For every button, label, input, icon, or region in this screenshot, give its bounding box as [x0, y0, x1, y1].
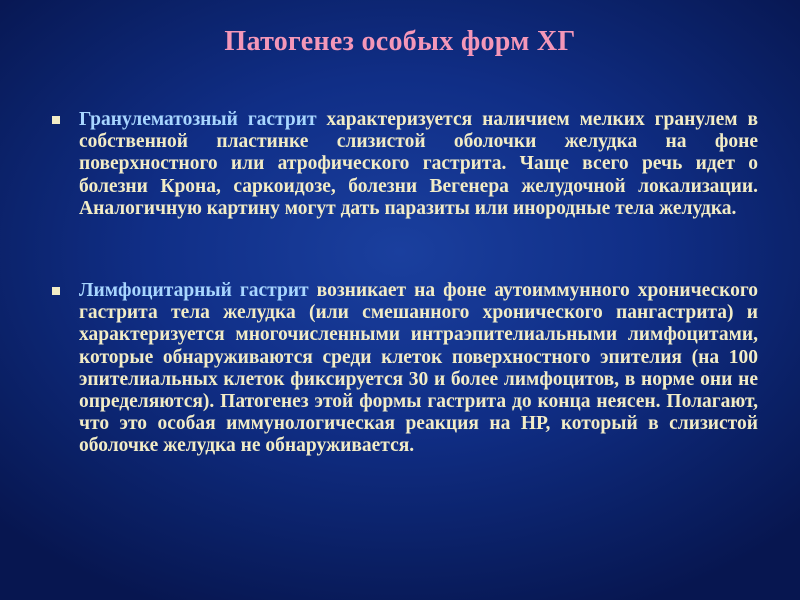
bullet-body: возникает на фоне аутоиммунного хронического гастрита тела желудка (или смешанного хронического пангастрита) и характеризуется многочисленными интраэпителиальными лимфоцитами, которые обнаруживаются среди клеток поверхностного эпителия (на 100 эпителиальных клеток фиксируется 30 и более лимфоцитов, в норме они не определяются). Патогенез этой формы гастрита до конца неясен. Полагают, что это особая иммунологическая реакция на НР, который в слизистой оболочке желудка не обнаруживается. [79, 280, 758, 457]
slide-title: Патогенез особых форм ХГ [224, 26, 576, 57]
bullet-text [79, 280, 758, 458]
bullet-square-icon [52, 116, 60, 124]
bullet-term: Гранулематозный гастрит [79, 109, 317, 130]
bullet-term: Лимфоцитарный гастрит [79, 280, 309, 301]
bullet-square-icon [52, 287, 60, 295]
bullet-lymphocytic-gastritis [52, 280, 758, 458]
bullet-text [79, 109, 758, 220]
bullet-granulomatous-gastritis [52, 109, 758, 220]
bullet-body: характеризуется наличием мелких гранулем в собственной пластинке слизистой оболочки желудка на фоне поверхностного или атрофического гастрита. Чаще всего речь идет о болезни Крона, саркоидозе, болезни Вегенера желудочной локализации. Аналогичную картину могут дать паразиты или инородные тела желудка. [79, 109, 758, 219]
